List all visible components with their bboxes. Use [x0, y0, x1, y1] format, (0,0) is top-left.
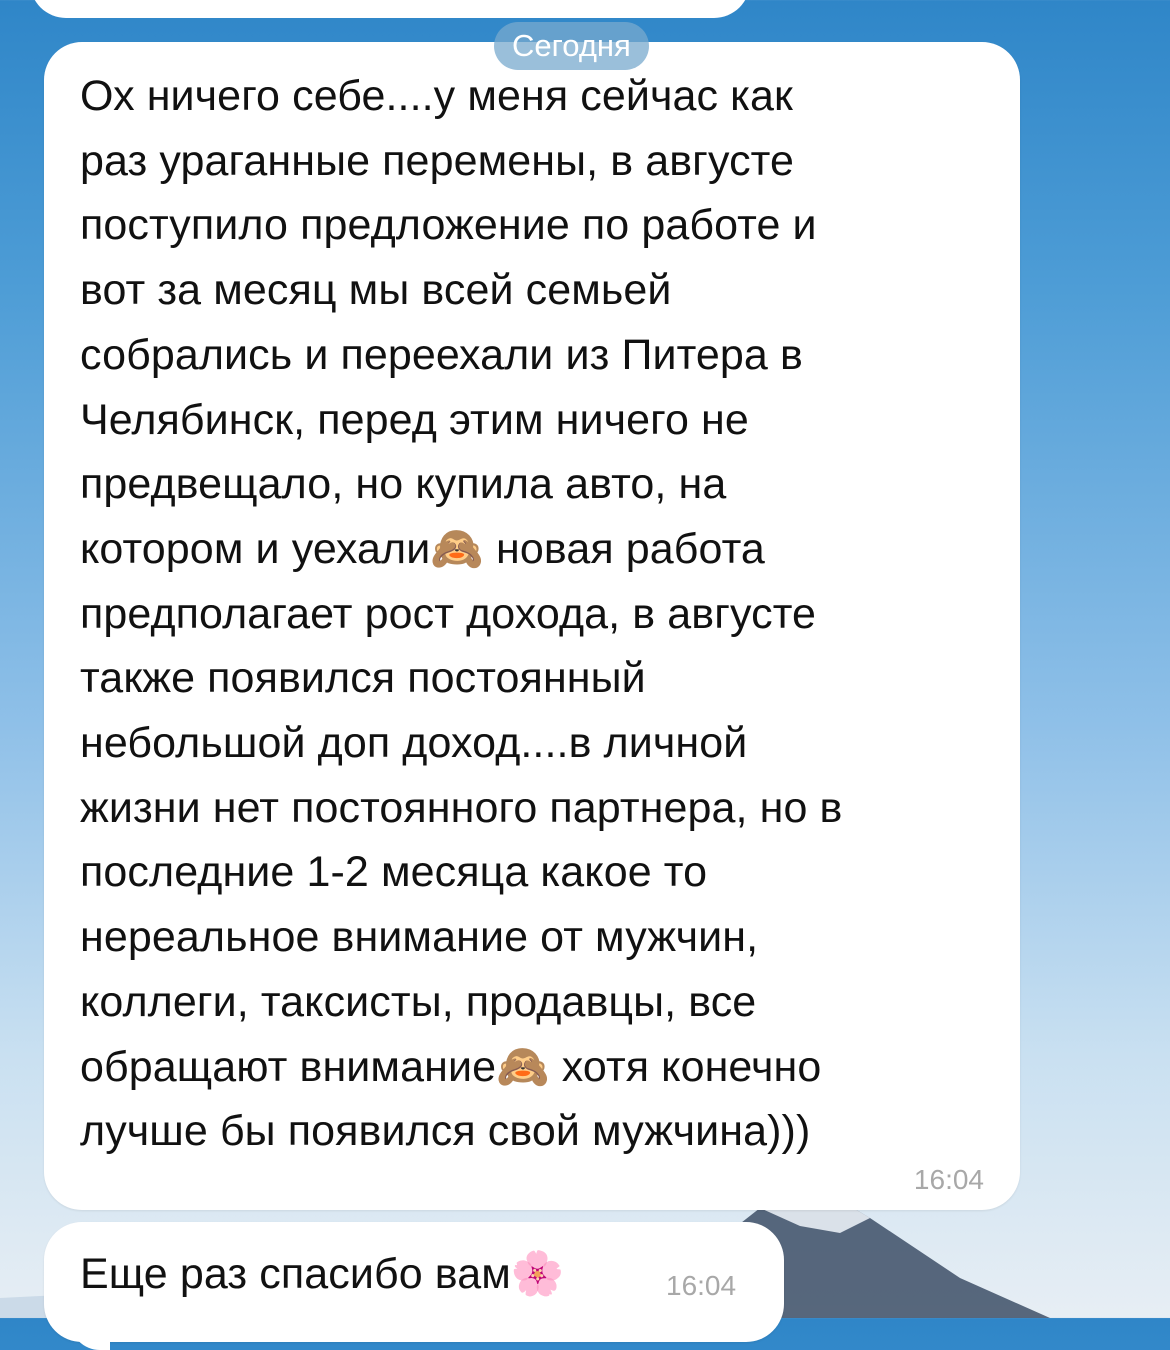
message-bubble-incoming[interactable]: [44, 1222, 784, 1342]
message-text: Ох ничего себе....у меня сейчас как раз ураганные перемены, в августе поступило предложение по работе и вот за месяц мы всей семьей собрались и переехали из Питера в Челябинск, перед этим ничего не предвещало, но купила авто, на котором и уехали🙈 новая работа предполагает рост дохода, в августе также появился постоянный небольшой доп доход....в личной жизни нет постоянного партнера, но в последние 1-2 месяца какое то нереальное внимание от мужчин, коллеги, таксисты, продавцы, все обращают внимание🙈 хотя конечно лучше бы появился свой мужчина))): [80, 72, 843, 1156]
bubble-tail: [70, 1310, 110, 1350]
message-text: Еще раз спасибо вам🌸: [80, 1250, 565, 1298]
message-bubble-incoming[interactable]: [44, 42, 1020, 1210]
message-timestamp: 16:04: [666, 1270, 737, 1301]
previous-message-bubble: [30, 0, 750, 18]
message-timestamp: 16:04: [913, 1164, 984, 1195]
date-separator: Сегодня: [494, 22, 649, 70]
